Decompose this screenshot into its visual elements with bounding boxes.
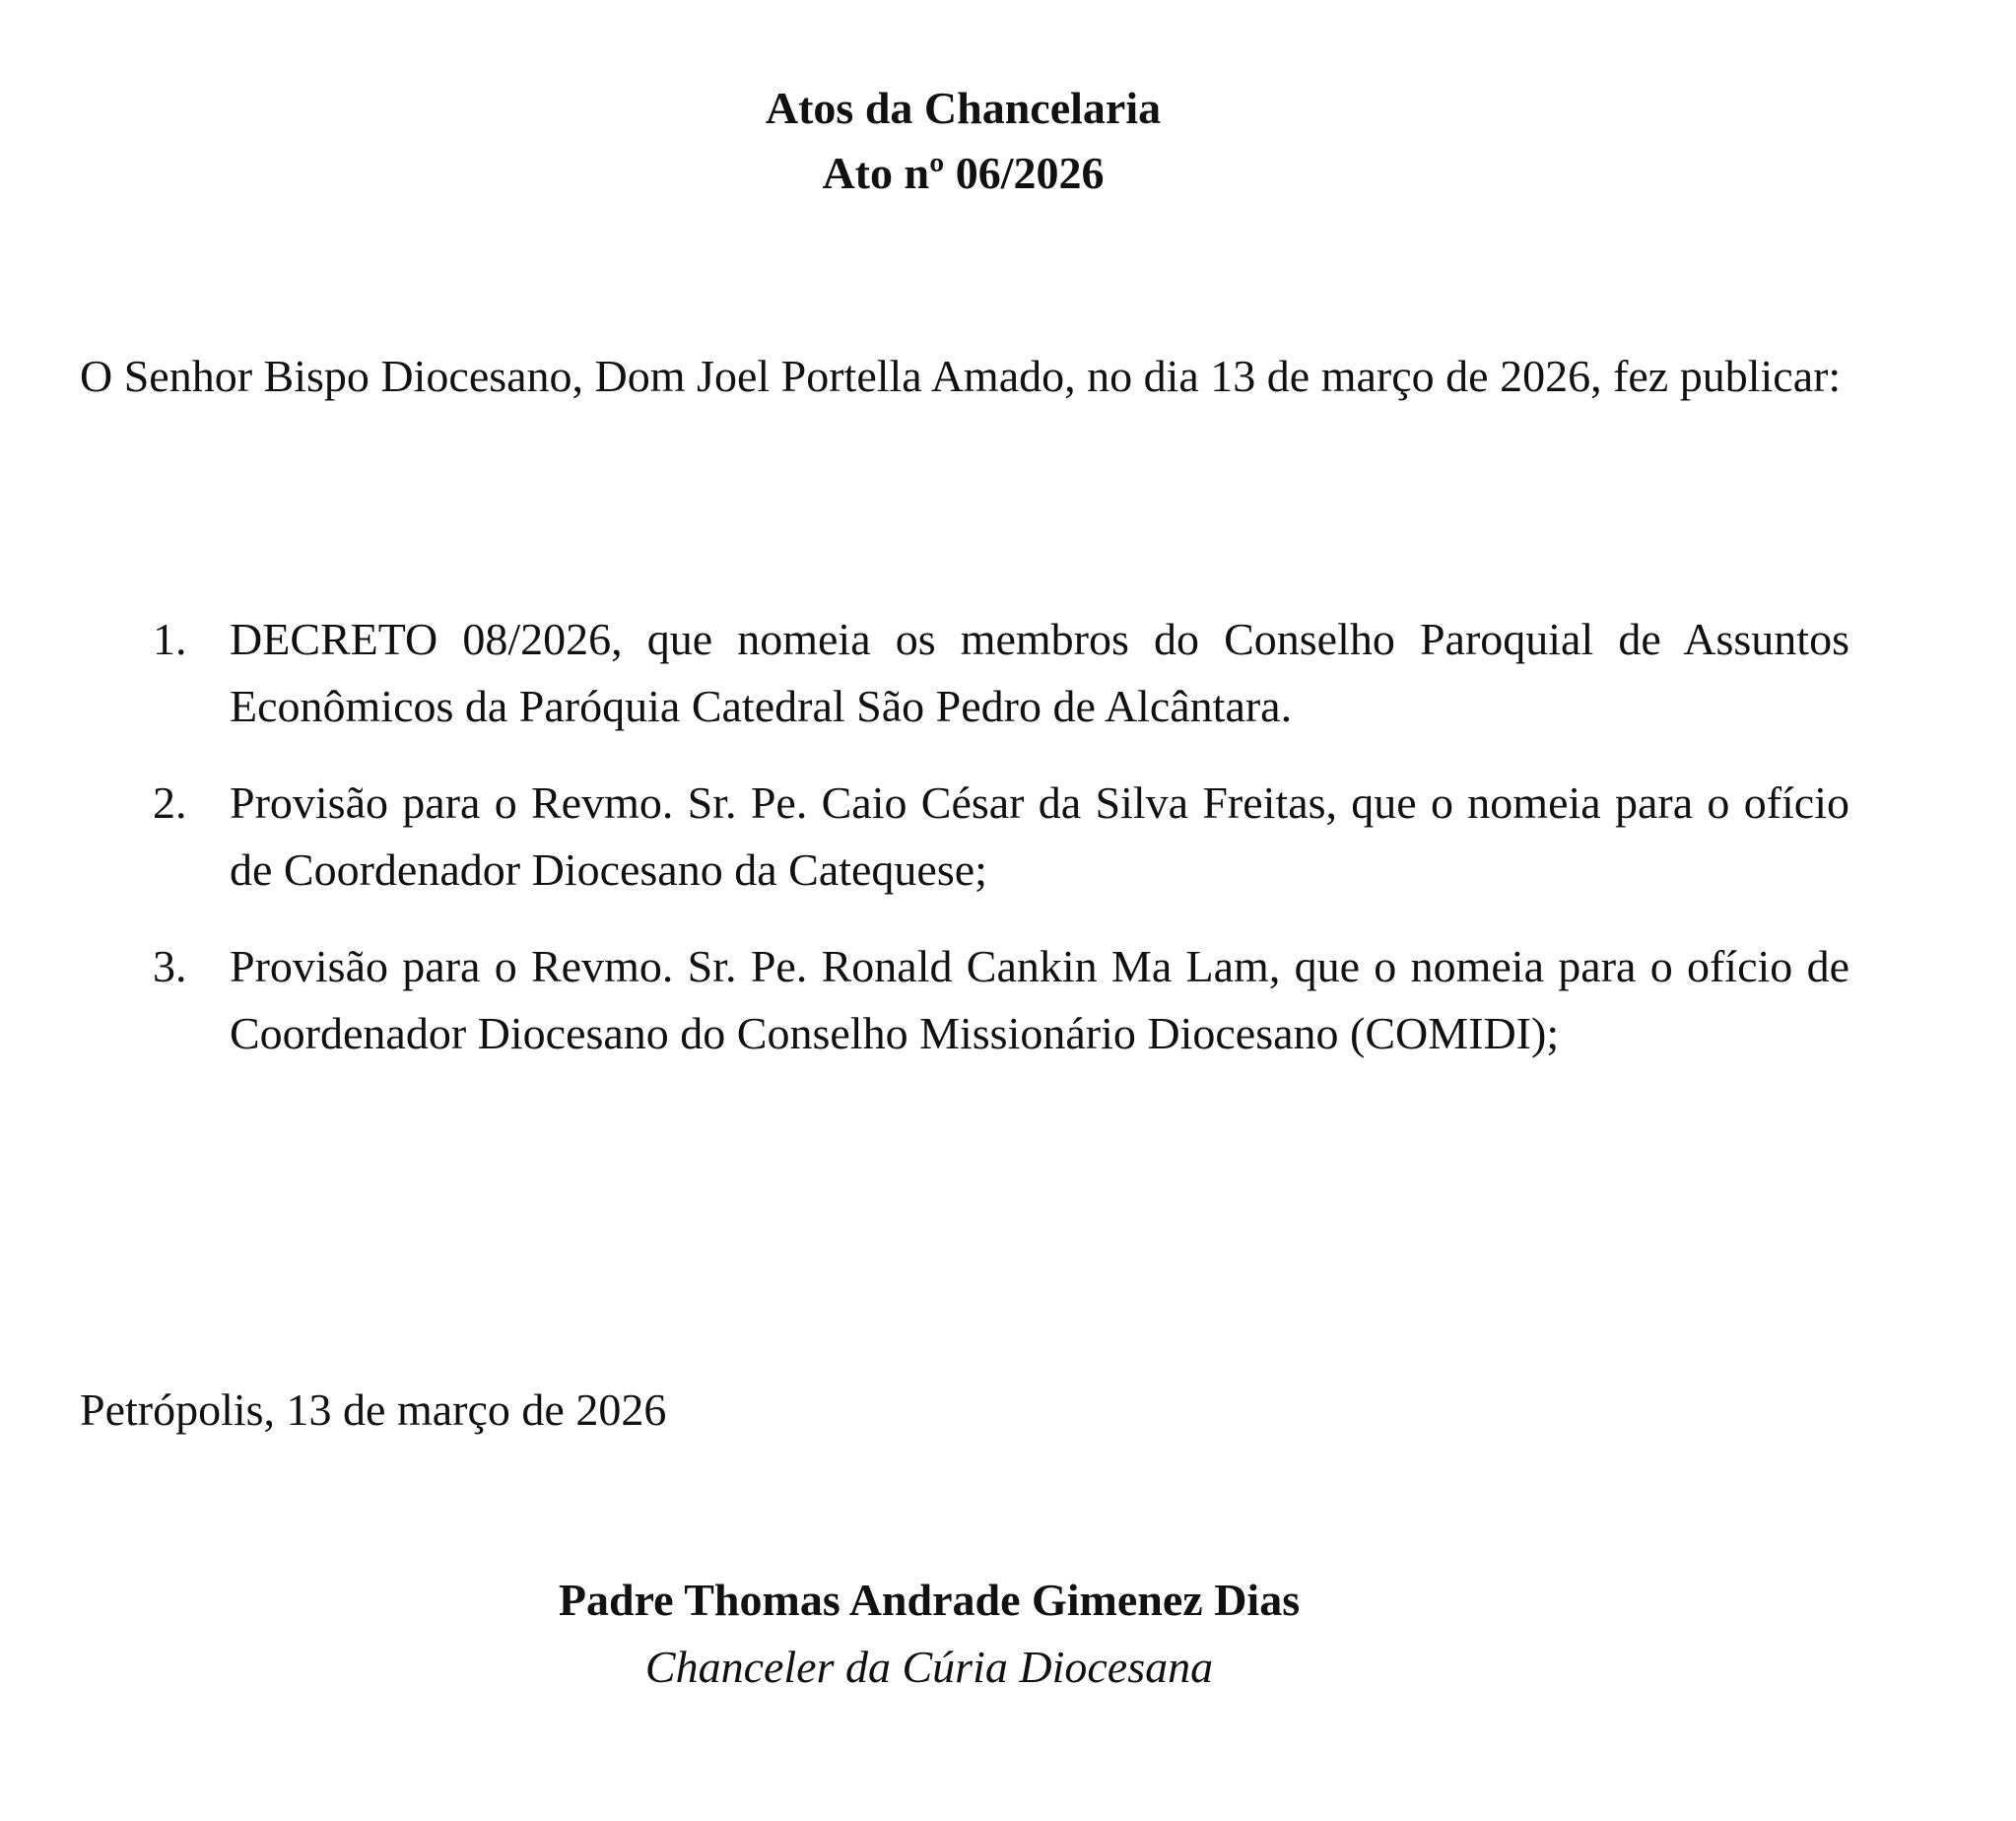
list-item [80,933,1849,1067]
acts-list [80,606,1849,1097]
act-number: Ato nº 06/2026 [822,148,1105,198]
signature-name: Padre Thomas Andrade Gimenez Dias [558,1575,1301,1625]
signature-role: Chanceler da Cúria Diocesana [644,1642,1214,1692]
intro-paragraph: O Senhor Bispo Diocesano, Dom Joel Portella Amado, no dia 13 de março de 2026, fez publicar: [80,351,1842,401]
list-item-number: 1. [153,614,187,664]
list-item-number: 2. [153,777,187,828]
list-item-text: Provisão para o Revmo. Sr. Pe. Ronald Cankin Ma Lam, que o nomeia para o ofício de Coordenador Diocesano do Conselho Missionário Diocesano (COMIDI); [230,941,1849,1058]
list-item-text: DECRETO 08/2026, que nomeia os membros do Conselho Paroquial de Assuntos Econômicos da Paróquia Catedral São Pedro de Alcântara. [230,614,1849,731]
list-item [80,770,1849,904]
list-item-number: 3. [153,941,187,991]
place-date: Petrópolis, 13 de março de 2026 [80,1384,667,1435]
list-item-text: Provisão para o Revmo. Sr. Pe. Caio César da Silva Freitas, que o nomeia para o ofício de Coordenador Diocesano da Catequese; [230,777,1849,895]
list-item [80,606,1849,740]
document-title: Atos da Chancelaria [765,83,1162,133]
